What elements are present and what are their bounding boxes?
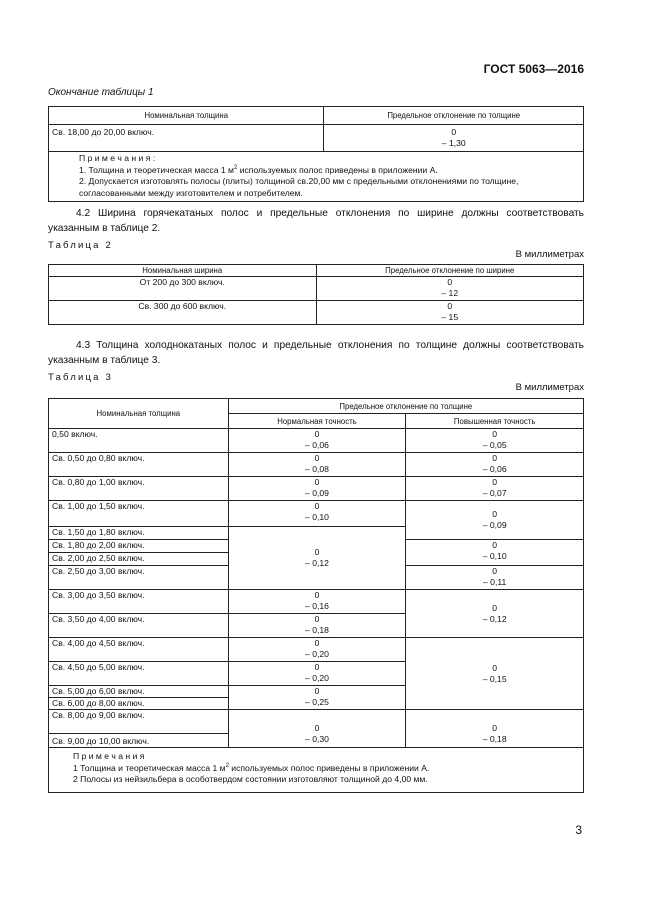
t3-note-1-text: 1 Толщина и теоретическая масса 1 м (73, 762, 226, 773)
t3-zero: 0 (314, 638, 320, 648)
t3-high-value: – 0,12 (482, 613, 507, 624)
t3-normal-cell (228, 710, 406, 748)
table-continuation-label: Окончание таблицы 1 (48, 87, 154, 98)
table-row: Св. 2,00 до 2,50 включ. (49, 553, 229, 566)
t1-value-lower: – 1,30 (441, 138, 466, 148)
t3-normal-value: – 0,12 (305, 558, 329, 568)
table-row: Св. 3,00 до 3,50 включ. (49, 590, 229, 614)
t3-header-deviation: Предельное отклонение по толщине (228, 399, 583, 414)
t3-high-value: – 0,05 (482, 440, 507, 450)
t3-normal-cell (228, 614, 406, 638)
t3-zero: 0 (314, 429, 320, 439)
t3-normal-cell (228, 453, 406, 477)
t3-header-normal: Нормальная точность (228, 414, 406, 429)
t2-value-upper: 0 (447, 301, 453, 311)
t3-normal-value: – 0,09 (305, 488, 329, 498)
table-row: Св. 4,00 до 4,50 включ. (49, 638, 229, 662)
paragraph-4-3: 4.3 Толщина холоднокатаных полос и предельные отклонения по толщине должны соответствовать указанным в таблице 3. (48, 340, 584, 366)
t3-zero: 0 (314, 501, 320, 511)
t2-row-value (316, 301, 584, 325)
t3-normal-value: – 0,16 (305, 601, 329, 611)
t1-note-1-sup: 2 (233, 164, 238, 171)
t3-high-cell (406, 453, 584, 477)
table-3 (48, 398, 584, 793)
table-row: Св. 8,00 до 9,00 включ. (49, 710, 229, 734)
t3-note-1-sup: 2 (225, 762, 229, 769)
t3-zero: 0 (492, 662, 498, 673)
t3-zero: 0 (314, 662, 320, 672)
t3-zero: 0 (492, 602, 498, 613)
t2-header-nominal: Номинальная ширина (49, 265, 317, 277)
t3-zero: 0 (314, 686, 320, 696)
t3-note-2: 2 Полосы из нейзильбера в особотвердом состоянии изготовляют толщиной до 4,00 мм. (73, 774, 428, 784)
t3-notes-title: П р и м е ч а н и я (73, 751, 145, 761)
t3-zero: 0 (492, 722, 498, 733)
t3-high-value: – 0,10 (482, 551, 507, 561)
t3-high-cell (406, 566, 584, 590)
t3-normal-cell (228, 638, 406, 662)
t3-normal-value: – 0,30 (305, 733, 329, 744)
table-2-unit: В миллиметрах (515, 249, 584, 260)
t3-normal-value: – 0,25 (305, 697, 329, 707)
t3-normal-cell (228, 662, 406, 686)
t1-header-nominal: Номинальная толщина (49, 107, 324, 125)
t3-high-value: – 0,11 (483, 577, 507, 587)
t3-high-cell (406, 501, 584, 540)
table-row: 0,50 включ. (49, 429, 229, 453)
t3-high-cell (406, 638, 584, 710)
t3-zero: 0 (492, 540, 498, 550)
t1-row-name: Св. 18,00 до 20,00 включ. (49, 125, 324, 152)
table-3-caption: Таблица 3 (48, 372, 113, 383)
table-row: Св. 2,50 до 3,00 включ. (49, 566, 229, 590)
table-row: Св. 0,80 до 1,00 включ. (49, 477, 229, 501)
t3-normal-value: – 0,10 (305, 512, 329, 522)
t2-row-name: От 200 до 300 включ. (49, 277, 317, 301)
t3-high-value: – 0,06 (482, 464, 507, 474)
t3-header-high: Повышенная точность (406, 414, 584, 429)
t1-header-deviation: Предельное отклонение по толщине (324, 107, 584, 125)
t1-note-1-text-b: используемых полос приведены в приложении А. (237, 164, 438, 175)
t1-value-upper: 0 (451, 127, 457, 137)
t3-zero: 0 (492, 453, 498, 463)
t3-zero: 0 (314, 453, 320, 463)
t3-normal-cell (228, 477, 406, 501)
t3-high-value: – 0,18 (482, 733, 507, 744)
t2-row-name: Св. 300 до 600 включ. (49, 301, 317, 325)
page-number: 3 (575, 823, 582, 837)
table-row: Св. 0,50 до 0,80 включ. (49, 453, 229, 477)
t3-zero: 0 (314, 477, 320, 487)
t3-zero: 0 (492, 566, 498, 576)
table-2 (48, 264, 584, 325)
t3-normal-cell (228, 590, 406, 614)
t1-note-1 (79, 165, 579, 177)
paragraph-4-2: 4.2 Ширина горячекатаных полос и предельные отклонения по ширине должны соответствовать указанным в таблице 2. (48, 208, 584, 234)
table-row: Св. 1,50 до 1,80 включ. (49, 527, 229, 540)
t3-zero: 0 (314, 614, 320, 624)
table-2-caption: Таблица 2 (48, 240, 113, 251)
t3-note-1 (73, 763, 579, 775)
t3-zero: 0 (314, 722, 320, 733)
t3-zero: 0 (492, 509, 498, 519)
t3-high-value: – 0,15 (482, 673, 507, 684)
t3-high-cell (406, 429, 584, 453)
t3-normal-value: – 0,20 (305, 649, 329, 659)
table-row: Св. 3,50 до 4,00 включ. (49, 614, 229, 638)
t1-notes (49, 152, 584, 202)
t3-zero: 0 (492, 429, 498, 439)
t2-value-lower: – 15 (441, 312, 459, 322)
t3-note-1-text-b: используемых полос приведены в приложении А. (228, 762, 430, 773)
t3-normal-cell (228, 429, 406, 453)
t3-zero: 0 (314, 547, 320, 557)
table-row: Св. 9,00 до 10,00 включ. (49, 734, 229, 748)
table-row: Св. 4,50 до 5,00 включ. (49, 662, 229, 686)
t3-notes (49, 748, 584, 793)
t2-value-upper: 0 (447, 277, 453, 287)
t2-header-deviation: Предельное отклонение по ширине (316, 265, 584, 277)
table-row: Св. 1,80 до 2,00 включ. (49, 540, 229, 553)
t3-high-cell (406, 477, 584, 501)
t1-note-1-text: 1. Толщина и теоретическая масса 1 м (79, 164, 234, 175)
t3-high-cell (406, 710, 584, 748)
t1-row-value (324, 125, 584, 152)
t3-high-cell (406, 590, 584, 638)
document-header: ГОСТ 5063—2016 (483, 62, 584, 76)
table-1 (48, 106, 584, 202)
t3-normal-value: – 0,20 (305, 673, 329, 683)
t3-high-value: – 0,09 (482, 520, 507, 530)
table-3-unit: В миллиметрах (515, 382, 584, 393)
table-row: Св. 1,00 до 1,50 включ. (49, 501, 229, 527)
t1-note-2: 2. Допускается изготовлять полосы (плиты) толщиной св.20,00 мм с предельными отклонениями по толщине, согласованными между изготовителем и потребителем. (79, 176, 519, 198)
t2-value-lower: – 12 (441, 288, 459, 298)
table-row: Св. 5,00 до 6,00 включ. (49, 686, 229, 698)
t3-high-value: – 0,07 (482, 488, 507, 498)
t3-normal-value: – 0,18 (305, 625, 329, 635)
t3-normal-cell (228, 686, 406, 710)
t3-normal-value: – 0,08 (305, 464, 329, 474)
t3-normal-value: – 0,06 (305, 440, 329, 450)
t3-zero: 0 (314, 590, 320, 600)
t3-normal-cell (228, 527, 406, 590)
t3-zero: 0 (492, 477, 498, 487)
t3-high-cell (406, 540, 584, 566)
t2-row-value (316, 277, 584, 301)
table-row: Св. 6,00 до 8,00 включ. (49, 698, 229, 710)
t1-notes-title: П р и м е ч а н и я : (79, 153, 156, 163)
t3-normal-cell (228, 501, 406, 527)
t3-header-nominal: Номинальная толщина (49, 399, 229, 429)
